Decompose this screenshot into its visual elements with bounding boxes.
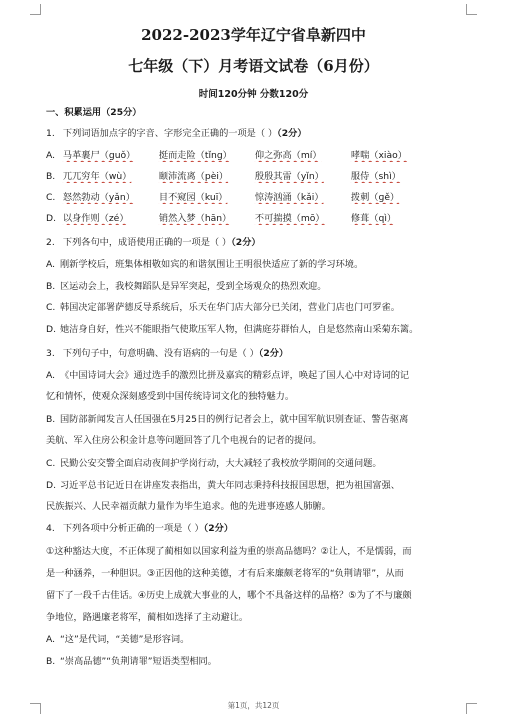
exam-title-line1: 2022-2023学年辽宁省阜新四中: [141, 26, 366, 44]
question-3-option-a-cont: 忆和情怀，使观众深刻感受到中国传统诗词文化的独特魅力。: [46, 391, 295, 402]
question-2-option-a: A. 刚新学校后，班集体相敬如宾的和谐氛围让王明很快适应了新的学习环境。: [46, 259, 364, 270]
question-1-option-c: C. 怒然勃动（yǎn） 目不窥园（kuī） 惊涛汹涌（kǎi） 拨刺（ɡě）: [46, 192, 400, 203]
question-1-stem: [46, 128, 466, 140]
question-3-option-a: A. 《中国诗词大会》通过选手的激烈比拼及嘉宾的精彩点评，唤起了国人心中对诗词的记: [46, 370, 410, 381]
question-3-option-b: B. 国防部新闻发言人任国强在5月25日的例行记者会上，就中国军航识别查证、警告驱离: [46, 414, 409, 425]
question-3-option-c: C. 民勤公安交警全面启动夜间护学岗行动，大大减轻了我校放学期间的交通问题。: [46, 458, 382, 469]
question-4-stem: [46, 523, 466, 535]
question-score: （2分）: [258, 348, 289, 359]
question-number: 4.: [46, 523, 55, 534]
question-3-option-b-cont: 美航、军入住房公积金计息等问题回答了几个电视台的记者的提问。: [46, 435, 322, 446]
exam-time-score: 时间120分钟 分数120分: [198, 89, 309, 100]
question-1-option-b: B. 兀兀穷年（wù） 颐沛流离（pèi） 殷殷其雷（yǐn） 服侍（shì）: [46, 171, 401, 182]
question-2-option-b: B. 区运动会上，我校舞蹈队是异军突起，受到全场观众的热烈欢迎。: [46, 281, 327, 292]
crop-mark: [466, 4, 477, 15]
question-3-option-d-cont: 民族振兴、人民幸福贡献力量作为毕生追求。他的先进事迹感人肺腑。: [46, 501, 331, 512]
passage-line: 争地位，路遇廉老将军，蔺相如选择了主动避让。: [46, 612, 249, 623]
question-1-option-a: A. 马革裹尸（guǒ） 挺而走险（tǐng） 仰之弥高（mí） 哮喘（xiào）: [46, 150, 407, 161]
exam-title-line2: 七年级（下）月考语文试卷（6月份）: [128, 57, 379, 75]
question-4-option-b: B. “崇高品德”“负荆请罪”短语类型相同。: [46, 656, 217, 667]
question-1-option-d: D. 以身作则（zé） 销然入梦（hān） 不可揣摸（mō） 修葺（qì）: [46, 213, 397, 224]
question-text: 下列各项中分析正确的一项是（ ）: [62, 523, 204, 534]
question-text: 下列各句中，成语使用正确的一项是（ ）: [62, 237, 232, 248]
page-footer: 第1页，共12页: [227, 701, 280, 710]
question-2-option-c: C. 韩国决定部署萨德反导系统后，乐天在华门店大部分已关闭，营业门店也门可罗雀。: [46, 302, 400, 313]
passage-line: 留下了一段千古佳话。④历史上成就大事业的人，哪个不具备这样的品格？⑤为了不与廉颇: [46, 590, 412, 601]
question-score: （2分）: [203, 523, 234, 534]
crop-mark: [30, 4, 41, 15]
question-number: 2.: [46, 237, 55, 248]
passage-line: ①这种豁达大度，不正体现了蔺相如以国家利益为重的崇高品德吗？②让人，不是懦弱，而: [46, 546, 412, 557]
question-number: 1.: [46, 128, 55, 139]
section-heading: 一、积累运用（25分）: [46, 107, 142, 118]
question-number: 3.: [46, 348, 55, 359]
question-text: 下列句子中，句意明确、没有语病的一句是（ ）: [62, 348, 259, 359]
question-3-stem: [46, 348, 466, 360]
question-2-stem: [46, 237, 466, 249]
question-4-option-a: A. “这”是代词，“美德”是形容词。: [46, 634, 190, 645]
question-score: （2分）: [231, 237, 261, 248]
passage-line: 是一种涵养，一种胆识。③正因他的这种美德，才有后来廉颇老将军的“负荆请罪”，从而: [46, 568, 404, 579]
question-3-option-d: D. 习近平总书记近日在讲座发表指出，黄大年同志秉持科技报国思想，把为祖国富强、: [46, 480, 400, 491]
question-2-option-d: D. 她洁身自好，性兴不能眼指气使欺压军人物，但满庭芬群怡人，自是悠然南山采菊东篱。: [46, 324, 419, 335]
question-score: （2分）: [277, 128, 307, 139]
question-text: 下列词语加点字的字音、字形完全正确的一项是（ ）: [62, 128, 278, 139]
